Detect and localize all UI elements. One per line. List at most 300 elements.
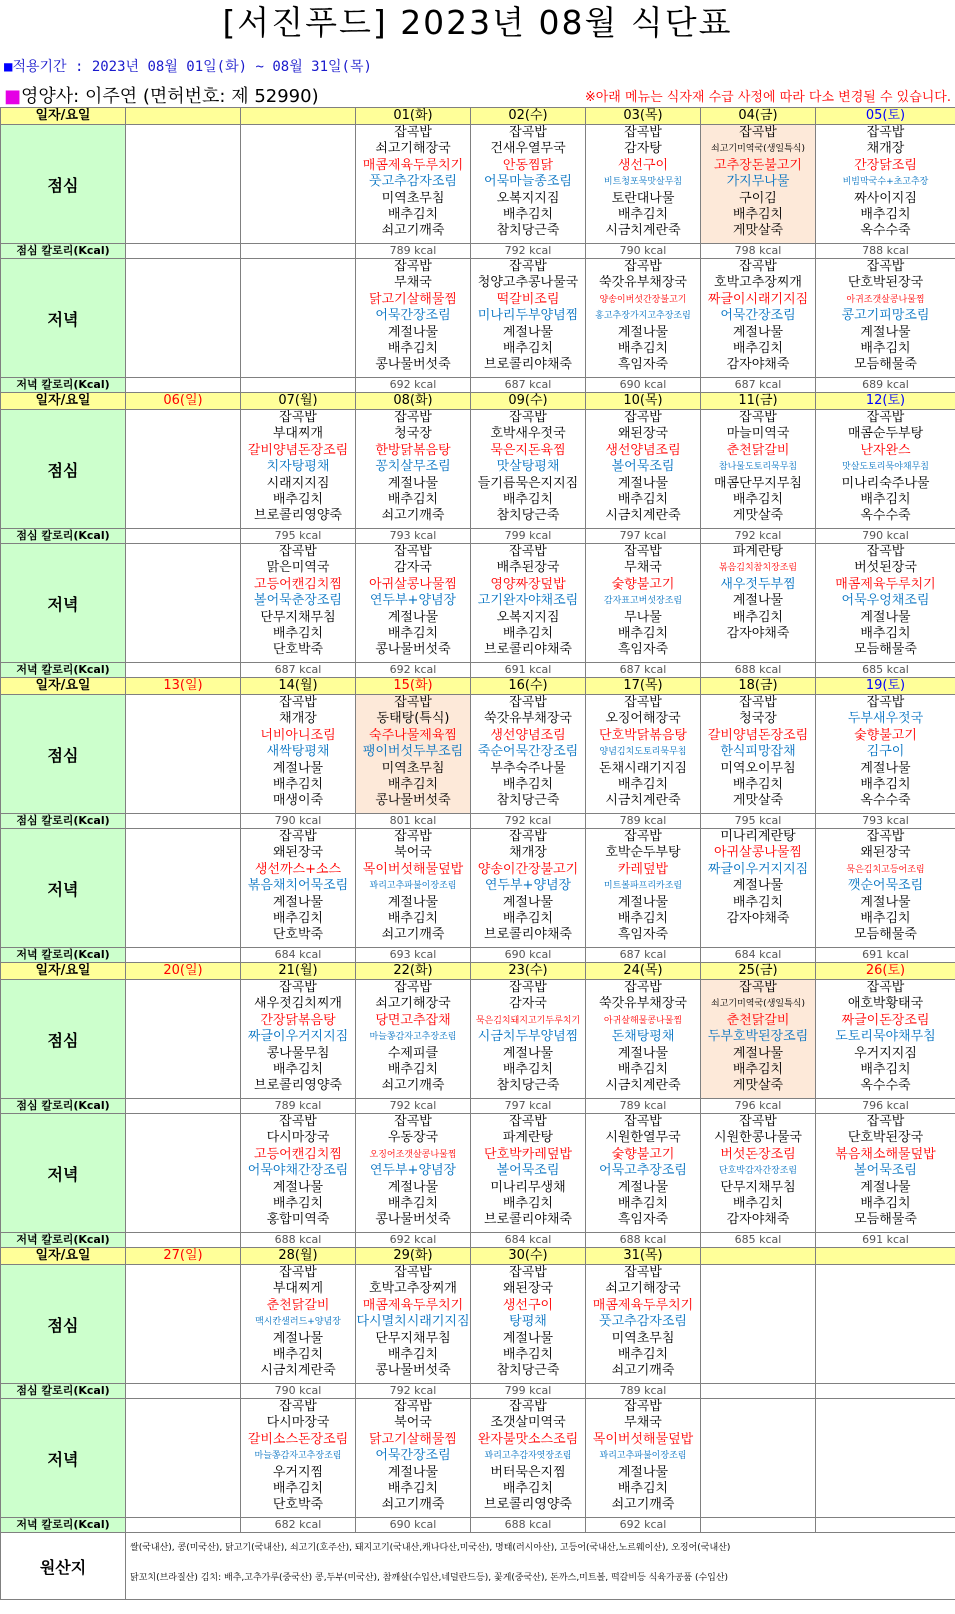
menu-item: 잡곡밥 [279, 695, 317, 710]
menu-item: 왜된장국 [617, 426, 669, 442]
menu-item: 생선양념조림 [490, 727, 566, 743]
menu-item: 쇠고기깨죽 [381, 1497, 445, 1513]
menu-cell [701, 1265, 816, 1384]
lunch-kcal-row [1, 814, 955, 829]
menu-item: 묵은김치고등어조림 [846, 864, 925, 875]
menu-item: 배추김치 [502, 492, 554, 508]
day-label: 05(토) [816, 108, 955, 125]
menu-item: 배추김치 [387, 626, 439, 642]
menu-item: 아귀살콩나물찜 [369, 576, 457, 592]
menu-item: 꽈리고추파불이장조림 [369, 881, 457, 892]
menu-item: 잡곡밥 [279, 1114, 317, 1129]
week-header-row [1, 393, 955, 410]
menu-item: 맑은미역국 [266, 560, 330, 576]
header-label: 일자/요일 [1, 678, 126, 695]
menu-item: 짜글이우거지지짐 [707, 861, 809, 877]
menu-item: 잡곡밥 [739, 695, 777, 710]
day-label: 20(일) [126, 963, 241, 980]
menu-item: 잡곡밥 [866, 544, 905, 559]
menu-item: 오징어해장국 [605, 711, 681, 727]
menu-item: 쑥갓유부채장국 [599, 275, 687, 291]
menu-item: 어묵야채간장조림 [247, 1163, 349, 1179]
kcal-value [816, 1518, 955, 1533]
day-label: 10(목) [586, 393, 701, 410]
menu-item: 숯향불고기 [611, 1146, 675, 1162]
menu-item: 꽈리고추파불이장조림 [599, 1451, 687, 1462]
menu-item: 잡곡밥 [509, 695, 547, 710]
dinner-row-label: 저녁 [1, 1114, 126, 1233]
kcal-value: 792 kcal [471, 244, 586, 259]
lunch-kcal-row [1, 244, 955, 259]
menu-item: 잡곡밥 [394, 1114, 432, 1129]
lunch-kcal-row-label: 점심 칼로리(Kcal) [1, 529, 126, 544]
kcal-value [126, 1518, 241, 1533]
menu-item: 생선양념조림 [605, 442, 681, 458]
menu-item: 왜된장국 [860, 845, 911, 861]
menu-item: 치자탕평채 [266, 459, 330, 475]
menu-item: 참치당근죽 [496, 793, 560, 809]
kcal-value: 688 kcal [241, 1233, 356, 1248]
menu-item: 미역오이무침 [720, 760, 796, 776]
header-label: 일자/요일 [1, 108, 126, 125]
menu-item: 배추김치 [617, 777, 669, 793]
kcal-value: 789 kcal [586, 814, 701, 829]
menu-item: 배추김치 [502, 1347, 554, 1363]
menu-cell [471, 544, 586, 663]
menu-item: 잡곡밥 [279, 1399, 317, 1414]
menu-cell [356, 1114, 471, 1233]
menu-item: 흑임자죽 [617, 927, 669, 943]
menu-item: 볼어묵조림 [854, 1163, 917, 1179]
menu-item: 어묵간장조림 [720, 308, 796, 324]
dinner-kcal-row [1, 1233, 955, 1248]
menu-item: 잡곡밥 [624, 1114, 662, 1129]
menu-item: 배추김치 [732, 609, 784, 625]
menu-item: 부대찌개 [272, 426, 324, 442]
menu-item: 닭고기살해물찜 [369, 291, 457, 307]
menu-item: 어묵고추장조림 [599, 1163, 687, 1179]
menu-item: 잡곡밥 [394, 980, 432, 995]
menu-item: 짜글이우거지지짐 [247, 1029, 349, 1045]
menu-cell [701, 410, 816, 529]
menu-cell [471, 259, 586, 378]
menu-item: 잡곡밥 [624, 544, 662, 559]
menu-cell [701, 1114, 816, 1233]
menu-cell [701, 125, 816, 244]
menu-item: 짜글이돈장조림 [841, 1012, 930, 1028]
menu-cell [356, 1399, 471, 1518]
menu-cell [586, 125, 701, 244]
dinner-row-label: 저녁 [1, 1399, 126, 1518]
menu-cell [586, 1265, 701, 1384]
dinner-row-label: 저녁 [1, 829, 126, 948]
menu-item: 배추김치 [387, 1062, 439, 1078]
kcal-value [241, 244, 356, 259]
menu-item: 연두부+양념장 [369, 593, 457, 609]
menu-item: 우동장국 [387, 1130, 439, 1146]
kcal-value: 788 kcal [816, 244, 955, 259]
menu-item: 맛살탕평채 [496, 459, 560, 475]
kcal-value: 790 kcal [241, 1384, 356, 1399]
menu-item: 감자탕 [624, 141, 662, 157]
menu-item: 배추김치 [860, 492, 911, 508]
menu-item: 배추김치 [502, 341, 554, 357]
menu-item: 연두부+양념장 [369, 1163, 457, 1179]
menu-item: 우거지찜 [272, 1464, 324, 1480]
kcal-value: 692 kcal [586, 1518, 701, 1533]
menu-item: 당면고추잡채 [375, 1012, 451, 1028]
kcal-value: 690 kcal [586, 378, 701, 393]
kcal-value: 789 kcal [586, 1384, 701, 1399]
menu-item: 계절나물 [860, 760, 911, 776]
menu-item: 시금치계란죽 [605, 223, 681, 239]
day-label [126, 108, 241, 125]
day-label: 21(월) [241, 963, 356, 980]
week-header-row [1, 108, 955, 125]
menu-cell [241, 410, 356, 529]
menu-item: 배추김치 [272, 1062, 324, 1078]
lunch-kcal-row [1, 1384, 955, 1399]
kcal-value: 796 kcal [816, 1099, 955, 1114]
week-header-row [1, 678, 955, 695]
header-label: 일자/요일 [1, 1248, 126, 1265]
menu-item: 김구이 [866, 744, 905, 760]
menu-cell [126, 1399, 241, 1518]
menu-item: 쇠고기깨죽 [611, 1363, 675, 1379]
menu-cell [241, 259, 356, 378]
menu-item: 간장닭조림 [854, 157, 917, 173]
kcal-value: 693 kcal [356, 948, 471, 963]
menu-item: 목이버섯해물덮밥 [592, 1431, 694, 1447]
menu-item: 미트볼파프리카조림 [603, 881, 683, 892]
menu-item: 쇠고기깨죽 [381, 508, 445, 524]
menu-item: 생선구이 [617, 157, 669, 173]
menu-cell [471, 829, 586, 948]
menu-item: 배추김치 [502, 1481, 554, 1497]
menu-cell [586, 695, 701, 814]
menu-item: 감자국 [394, 560, 432, 576]
menu-item: 배추김치 [502, 777, 554, 793]
menu-item: 잡곡밥 [509, 1265, 547, 1280]
menu-item: 브로콜리영양죽 [484, 1497, 572, 1513]
menu-item: 죽순어묵간장조림 [477, 744, 579, 760]
menu-item: 배추김치 [617, 626, 669, 642]
menu-item: 두부새우젓국 [847, 711, 924, 727]
menu-item: 갈비소스돈장조림 [247, 1431, 349, 1447]
menu-item: 생선구이 [502, 1297, 554, 1313]
menu-item: 쇠고기미역국(생일특식) [711, 144, 805, 155]
menu-item: 배추김치 [860, 207, 911, 223]
menu-item: 단무지채무침 [720, 1179, 796, 1195]
menu-item: 매콤제육두루치기 [362, 1297, 464, 1313]
menu-item: 잡곡밥 [394, 695, 432, 710]
lunch-row-label: 점심 [1, 410, 126, 529]
menu-item: 잡곡밥 [279, 980, 317, 995]
menu-item: 시원한열무국 [605, 1130, 681, 1146]
menu-cell [471, 125, 586, 244]
menu-item: 생선까스+소스 [254, 861, 342, 877]
menu-cell [471, 1114, 586, 1233]
menu-item: 묵은김치돼지고기두루치기 [475, 1015, 581, 1026]
day-label [241, 108, 356, 125]
menu-item: 춘천닭갈비 [266, 1297, 330, 1313]
menu-item: 잡곡밥 [509, 259, 547, 274]
menu-cell [126, 695, 241, 814]
menu-cell [586, 1114, 701, 1233]
menu-item: 북어국 [394, 1415, 432, 1431]
kcal-value: 789 kcal [586, 1099, 701, 1114]
menu-item: 잡곡밥 [394, 544, 432, 559]
kcal-value: 687 kcal [241, 663, 356, 678]
menu-item: 배추김치 [732, 341, 784, 357]
dinner-kcal-row [1, 663, 955, 678]
day-label: 18(금) [701, 678, 816, 695]
menu-item: 계절나물 [617, 894, 669, 910]
menu-item: 한방닭볶음탕 [375, 442, 451, 458]
dinner-row-label: 저녁 [1, 259, 126, 378]
kcal-value: 692 kcal [356, 378, 471, 393]
menu-item: 계절나물 [387, 324, 439, 340]
day-label: 06(일) [126, 393, 241, 410]
menu-item: 숯향불고기 [854, 727, 917, 743]
dinner-kcal-row-label: 저녁 칼로리(Kcal) [1, 1233, 126, 1248]
kcal-value: 789 kcal [356, 244, 471, 259]
dinner-kcal-row-label: 저녁 칼로리(Kcal) [1, 1518, 126, 1533]
dinner-row [1, 1399, 955, 1518]
menu-item: 콩고기피망조림 [841, 308, 930, 324]
menu-item: 너비아니조림 [260, 727, 336, 743]
change-notice: ※아래 메뉴는 식자재 수급 사정에 따라 다소 변경될 수 있습니다. [584, 90, 951, 105]
menu-cell [126, 259, 241, 378]
menu-item: 다시마장국 [266, 1415, 330, 1431]
menu-item: 배추김치 [272, 1481, 324, 1497]
menu-cell [816, 980, 955, 1099]
menu-item: 북어국 [394, 845, 432, 861]
menu-cell [356, 259, 471, 378]
menu-item: 잡곡밥 [279, 544, 317, 559]
kcal-value: 685 kcal [701, 1233, 816, 1248]
lunch-row [1, 410, 955, 529]
menu-item: 애호박황태국 [847, 996, 924, 1012]
menu-item: 매콤제육두루치기 [835, 576, 936, 592]
menu-item: 모듬해물죽 [854, 642, 917, 658]
menu-item: 잡곡밥 [509, 410, 547, 425]
kcal-value: 684 kcal [471, 1233, 586, 1248]
kcal-value: 792 kcal [471, 814, 586, 829]
menu-item: 게맛살죽 [732, 793, 784, 809]
menu-item: 묵은지돈육찜 [490, 442, 566, 458]
kcal-value [701, 1384, 816, 1399]
menu-cell [126, 125, 241, 244]
menu-cell [126, 410, 241, 529]
menu-item: 짜글이시래기지짐 [707, 291, 809, 307]
menu-item: 계절나물 [272, 1179, 324, 1195]
kcal-value [816, 1384, 955, 1399]
kcal-value [126, 948, 241, 963]
menu-cell [816, 695, 955, 814]
dinner-kcal-row [1, 948, 955, 963]
kcal-value: 687 kcal [471, 378, 586, 393]
day-label: 07(월) [241, 393, 356, 410]
menu-item: 무채국 [624, 1415, 662, 1431]
menu-item: 깻순어묵조림 [847, 878, 924, 894]
kcal-value [126, 1099, 241, 1114]
menu-cell [356, 125, 471, 244]
origin-text [126, 1533, 955, 1600]
lunch-row [1, 695, 955, 814]
menu-item: 계절나물 [860, 894, 911, 910]
menu-item: 배추김치 [272, 492, 324, 508]
kcal-value: 687 kcal [586, 663, 701, 678]
menu-item: 잡곡밥 [624, 695, 662, 710]
kcal-value: 684 kcal [701, 948, 816, 963]
kcal-value [701, 1518, 816, 1533]
dinner-kcal-row [1, 378, 955, 393]
menu-item: 감자표고버섯장조림 [603, 596, 683, 607]
menu-item: 파계란탕 [502, 1130, 554, 1146]
menu-cell [241, 980, 356, 1099]
kcal-value: 792 kcal [701, 529, 816, 544]
menu-item: 간장닭볶음탕 [260, 1012, 336, 1028]
lunch-kcal-row-label: 점심 칼로리(Kcal) [1, 814, 126, 829]
dinner-row-label: 저녁 [1, 544, 126, 663]
menu-cell [356, 1265, 471, 1384]
day-label: 04(금) [701, 108, 816, 125]
menu-item: 계절나물 [617, 475, 669, 491]
page-title: [서진푸드] 2023년 08월 식단표 [222, 3, 733, 42]
kcal-value: 688 kcal [586, 1233, 701, 1248]
menu-cell [356, 410, 471, 529]
lunch-row [1, 1265, 955, 1384]
menu-item: 배추김치 [617, 911, 669, 927]
menu-item: 잡곡밥 [624, 1265, 662, 1280]
menu-item: 쇠고기깨죽 [381, 223, 445, 239]
menu-item: 브로콜리영양죽 [254, 508, 342, 524]
menu-item: 갈비양념돈장조림 [707, 727, 809, 743]
menu-item: 계절나물 [617, 1179, 669, 1195]
menu-item: 계절나물 [732, 878, 784, 894]
menu-item: 배추김치 [617, 341, 669, 357]
menu-item: 춘천닭갈비 [726, 442, 790, 458]
menu-cell [471, 410, 586, 529]
menu-item: 청국장 [739, 711, 777, 727]
apply-period [4, 56, 372, 76]
menu-item: 잡곡밥 [624, 1399, 662, 1414]
menu-item: 잡곡밥 [394, 259, 432, 274]
day-label: 16(수) [471, 678, 586, 695]
menu-item: 계절나물 [272, 894, 324, 910]
day-label: 27(일) [126, 1248, 241, 1265]
kcal-value: 692 kcal [356, 1233, 471, 1248]
dinner-kcal-row [1, 1518, 955, 1533]
menu-item: 잡곡밥 [394, 410, 432, 425]
menu-item: 배추김치 [617, 207, 669, 223]
menu-item: 왜된장국 [272, 845, 324, 861]
kcal-value: 690 kcal [356, 1518, 471, 1533]
lunch-kcal-row-label: 점심 칼로리(Kcal) [1, 1384, 126, 1399]
menu-item: 계절나물 [732, 324, 784, 340]
kcal-value: 799 kcal [471, 529, 586, 544]
menu-item: 호박고추장찌개 [369, 1281, 457, 1297]
menu-item: 게맛살죽 [732, 508, 784, 524]
period-text: 적용기간 : 2023년 08월 01일(화) ~ 08월 31일(목) [12, 59, 372, 75]
menu-item: 배추김치 [617, 1481, 669, 1497]
menu-item: 양송이버섯간장불고기 [599, 294, 687, 305]
menu-item: 배추김치 [502, 1062, 554, 1078]
menu-cell [586, 1399, 701, 1518]
menu-cell [356, 829, 471, 948]
menu-item: 단무지채무침 [260, 609, 336, 625]
menu-item: 토란대나물 [611, 190, 675, 206]
menu-cell [126, 1114, 241, 1233]
menu-item: 동태탕(특식) [376, 711, 450, 727]
menu-cell [816, 544, 955, 663]
menu-item: 모듬해물죽 [854, 1212, 917, 1228]
menu-item: 미나리숙주나물 [841, 475, 930, 491]
menu-item: 게맛살죽 [732, 223, 784, 239]
menu-item: 배추김치 [387, 777, 439, 793]
menu-item: 갈비양념돈장조림 [247, 442, 349, 458]
menu-item: 양념김치도토리묵무침 [599, 747, 687, 758]
menu-item: 배추김치 [272, 911, 324, 927]
menu-item: 콩나물버섯죽 [375, 1363, 451, 1379]
kcal-value [126, 529, 241, 544]
menu-item: 잡곡밥 [624, 980, 662, 995]
menu-cell [471, 1265, 586, 1384]
menu-item: 시금치계란죽 [605, 1078, 681, 1094]
menu-item: 다시마장국 [266, 1130, 330, 1146]
lunch-kcal-row-label: 점심 칼로리(Kcal) [1, 1099, 126, 1114]
day-label: 09(수) [471, 393, 586, 410]
menu-item: 잡곡밥 [279, 829, 317, 844]
menu-item: 단호박된장국 [847, 275, 924, 291]
menu-item: 왜된장국 [502, 1281, 554, 1297]
nutritionist-text: 영양사: 이주연 (면허번호: 제 52990) [21, 86, 319, 107]
kcal-value [126, 814, 241, 829]
dinner-row [1, 544, 955, 663]
menu-item: 목이버섯해물덮밥 [362, 861, 464, 877]
menu-item: 쇠고기해장국 [605, 1281, 681, 1297]
menu-item: 볼어묵조림 [496, 1163, 560, 1179]
kcal-value [126, 244, 241, 259]
kcal-value: 793 kcal [356, 529, 471, 544]
lunch-row-label: 점심 [1, 980, 126, 1099]
week-header-row [1, 963, 955, 980]
header-label: 일자/요일 [1, 963, 126, 980]
menu-item: 계절나물 [860, 324, 911, 340]
menu-item: 단호박된장국 [847, 1130, 924, 1146]
menu-item: 매생이죽 [272, 793, 324, 809]
menu-cell [816, 410, 955, 529]
menu-item: 계절나물 [387, 609, 439, 625]
menu-item: 배추김치 [860, 626, 911, 642]
day-label: 29(화) [356, 1248, 471, 1265]
menu-item: 쇠고기해장국 [375, 141, 451, 157]
menu-item: 버섯된장국 [854, 560, 917, 576]
day-label: 03(목) [586, 108, 701, 125]
kcal-value: 789 kcal [241, 1099, 356, 1114]
menu-item: 호박순두부탕 [605, 845, 681, 861]
menu-item: 흑임자죽 [617, 357, 669, 373]
menu-item: 떡갈비조림 [496, 291, 560, 307]
menu-item: 청국장 [394, 426, 432, 442]
menu-item: 청양고추콩나물국 [477, 275, 579, 291]
kcal-value: 796 kcal [701, 1099, 816, 1114]
kcal-value: 692 kcal [356, 663, 471, 678]
menu-cell [586, 829, 701, 948]
menu-item: 참나물도토리묵무침 [718, 462, 798, 473]
menu-item: 계절나물 [617, 1464, 669, 1480]
